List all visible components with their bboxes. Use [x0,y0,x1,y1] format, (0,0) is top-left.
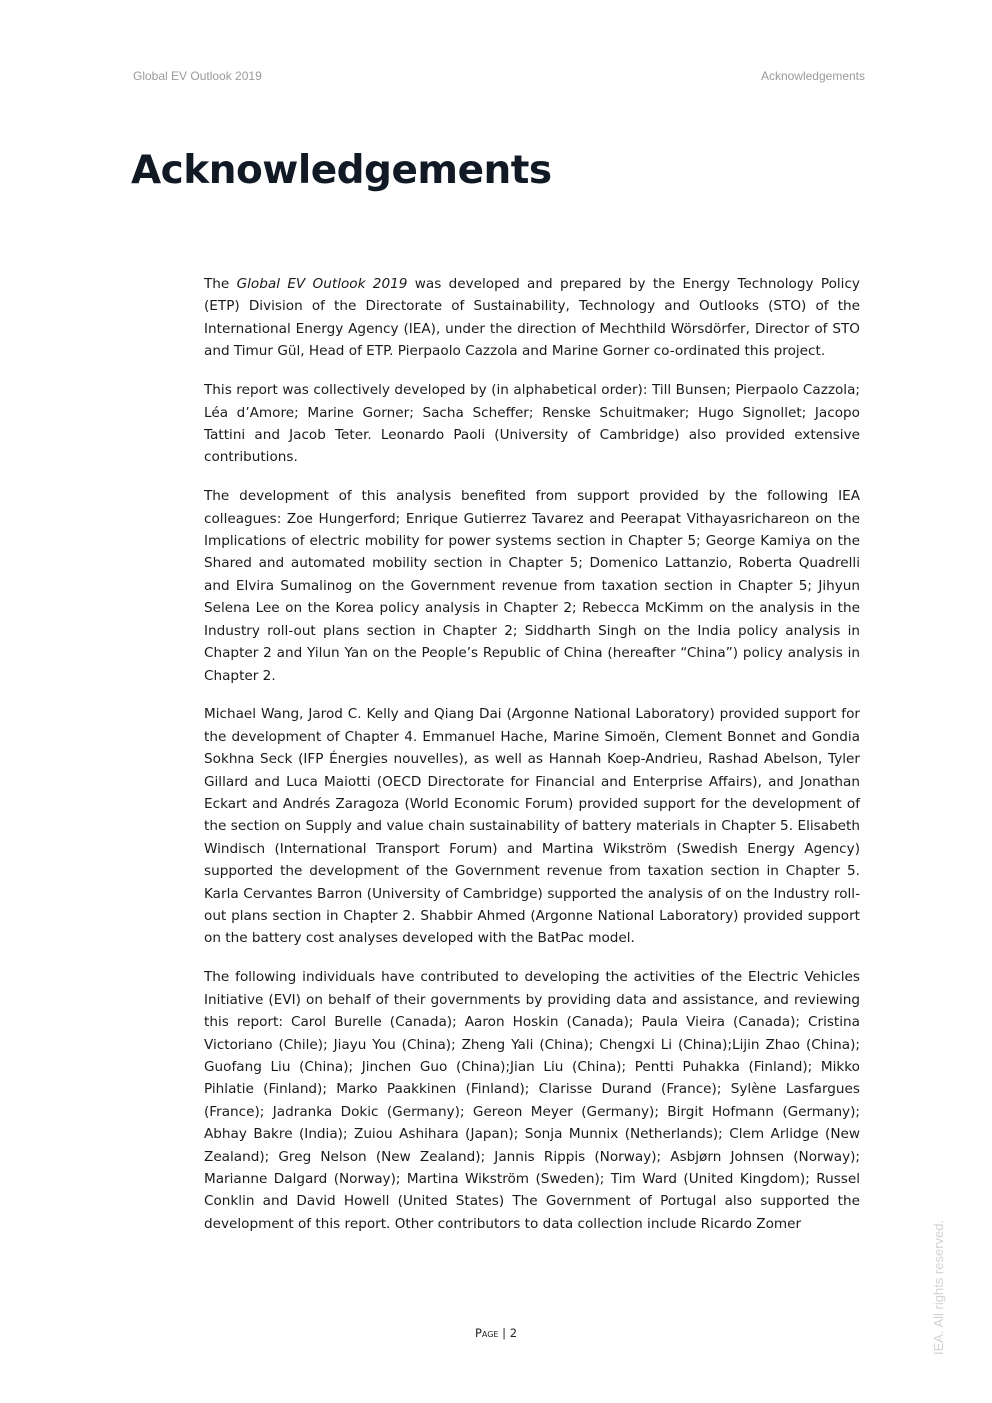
paragraph-5: The following individuals have contributed to developing the activities of the Electric Vehicles Initiative (EVI) on behalf of their governments by providing data and assistance, and reviewing this report: Carol Burelle (Canada); Aaron Hoskin (Canada); Paula Vieira (Canada); Cristina Victoriano (Chile); Jiayu You (China); Zheng Yali (China); Chengxi Li (China);Lijin Zhao (China); Guofang Liu (China); Jinchen Guo (China);Jian Liu (China); Pentti Puhakka (Finland); Mikko Pihlatie (Finland); Marko Paakkinen (Finland); Clarisse Durand (France); Sylène Lasfargues (France); Jadranka Dokic (Germany); Gereon Meyer (Germany); Birgit Hofmann (Germany); Abhay Bakre (India); Zuiou Ashihara (Japan); Sonja Munnix (Netherlands); Clem Arlidge (New Zealand); Greg Nelson (New Zealand); Jannis Rippis (Norway); Asbjørn Johnsen (Norway); Marianne Dalgard (Norway); Martina Wikström (Sweden); Tim Ward (United Kingdom); Russel Conklin and David Howell (United States) The Government of Portugal also supported the development of this report. Other contributors to data collection include Ricardo Zomer [204,969,860,1232]
body-text [204,273,860,1235]
page-footer [0,1326,992,1340]
copyright-watermark: IEA. All rights reserved. [931,1219,946,1355]
paragraph-1 [204,273,860,363]
paragraph-2: This report was collectively developed by (in alphabetical order): Till Bunsen; Pierpaolo Cazzola; Léa d’Amore; Marine Gorner; Sacha Scheffer; Renske Schuitmaker; Hugo Signollet; Jacopo Tattini and Jacob Teter. Leonardo Paoli (University of Cambridge) also provided extensive contributions. [204,382,860,466]
paragraph-3: The development of this analysis benefited from support provided by the following IEA colleagues: Zoe Hungerford; Enrique Gutierrez Tavarez and Peerapat Vithayasrichareon on the Implications of electric mobility for power systems section in Chapter 5; George Kamiya on the Shared and automated mobility section in Chapter 5; Domenico Lattanzio, Roberta Quadrelli and Elvira Sumalinog on the Government revenue from taxation section in Chapter 5; Jihyun Selena Lee on the Korea policy analysis in Chapter 2; Rebecca McKimm on the analysis in the Industry roll-out plans section in Chapter 2; Siddharth Singh on the India policy analysis in Chapter 2 and Yilun Yan on the People’s Republic of China (hereafter “China”) policy analysis in Chapter 2. [204,488,860,684]
paragraph-1-lead: The [204,276,237,292]
running-header [133,69,865,83]
header-document-title: Global EV Outlook 2019 [133,69,262,83]
page-number: 2 [509,1326,518,1340]
page-separator: | [498,1326,510,1340]
paragraph-1-rest: was developed and prepared by the Energy Technology Policy (ETP) Division of the Directorate of Sustainability, Technology and Outlooks (STO) of the International Energy Agency (IEA), under the direction of Mechthild Wörsdörfer, Director of STO and Timur Gül, Head of ETP. Pierpaolo Cazzola and Marine Gorner co-ordinated this project. [204,276,860,360]
header-section-title: Acknowledgements [760,69,865,83]
report-title-italic: Global EV Outlook 2019 [236,276,408,292]
paragraph-4: Michael Wang, Jarod C. Kelly and Qiang Dai (Argonne National Laboratory) provided support for the development of Chapter 4. Emmanuel Hache, Marine Simoën, Clement Bonnet and Gondia Sokhna Seck (IFP Énergies nouvelles), as well as Hannah Koep-Andrieu, Rashad Abelson, Tyler Gillard and Luca Maiotti (OECD Directorate for Financial and Enterprise Affairs), and Jonathan Eckart and Andrés Zaragoza (World Economic Forum) provided support for the development of the section on Supply and value chain sustainability of battery materials in Chapter 5. Elisabeth Windisch (International Transport Forum) and Martina Wikström (Swedish Energy Agency) supported the development of the Government revenue from taxation section in Chapter 5. Karla Cervantes Barron (University of Cambridge) supported the analysis of on the Industry roll-out plans section in Chapter 2. Shabbir Ahmed (Argonne National Laboratory) provided support on the battery cost analyses developed with the BatPac model. [204,706,860,947]
page-title: Acknowledgements [131,148,552,193]
page-label: Page [474,1326,499,1340]
